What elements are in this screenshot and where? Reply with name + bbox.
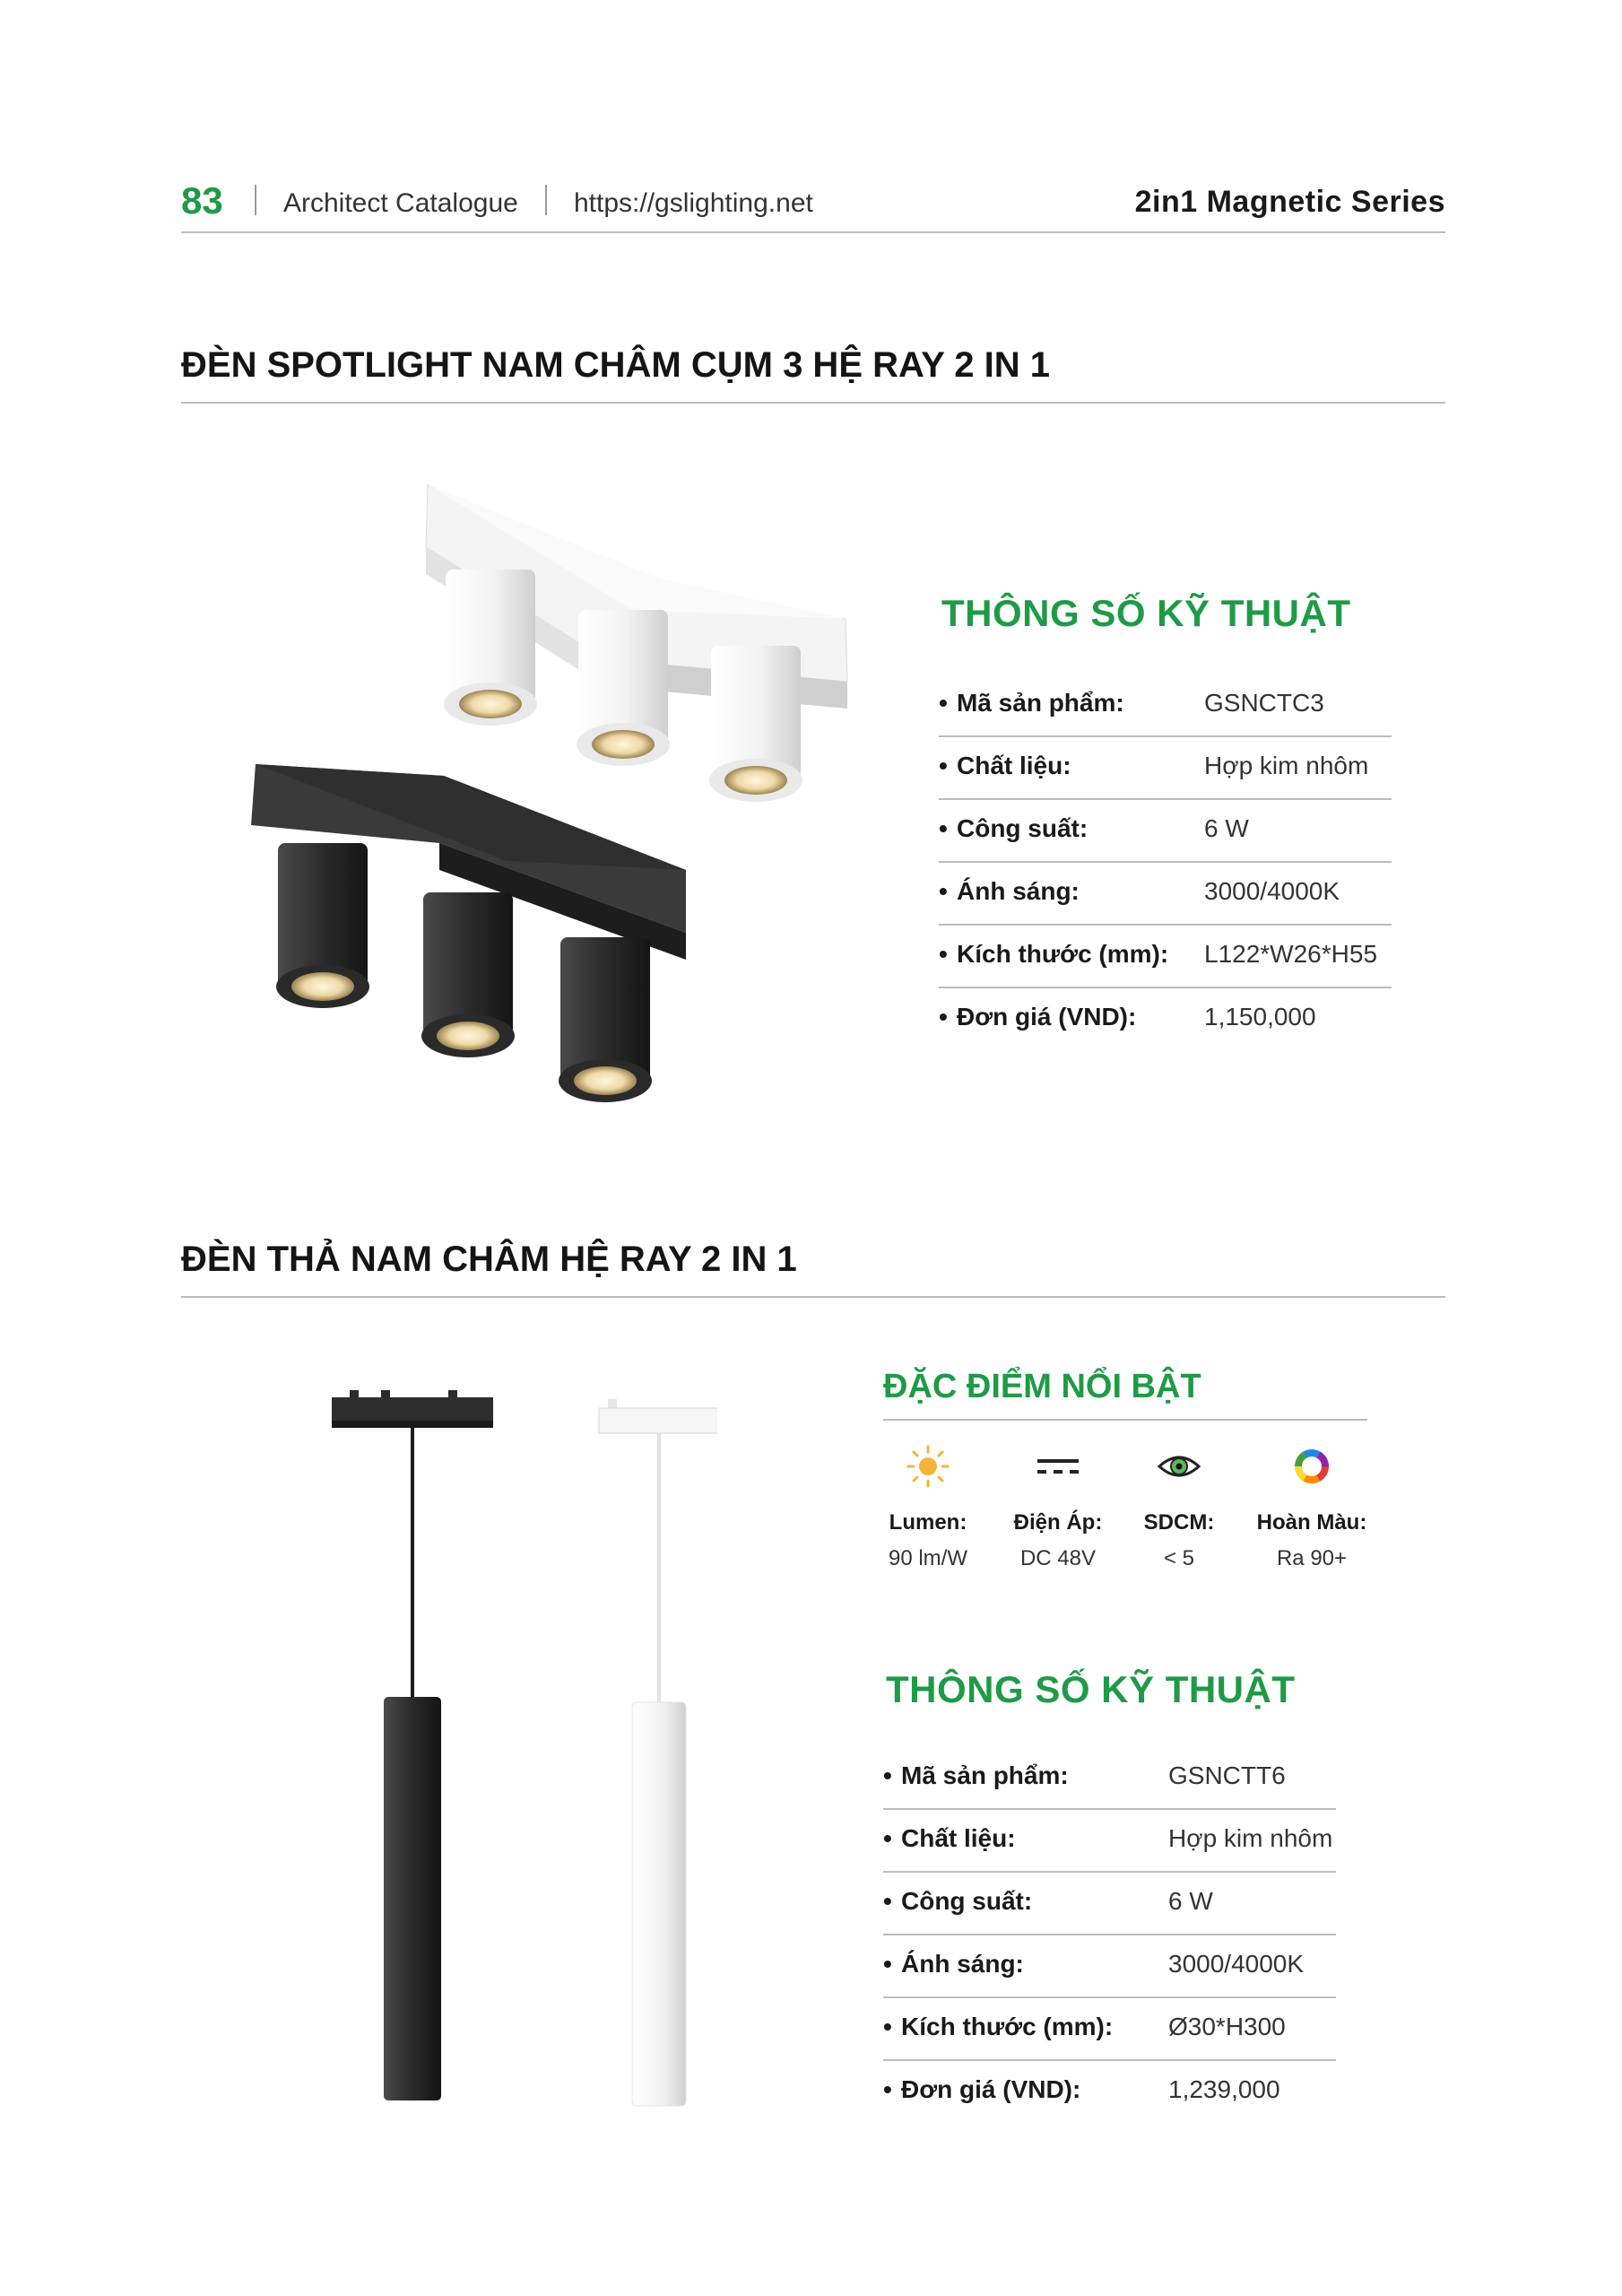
header-separator — [545, 185, 547, 215]
spec-row — [939, 800, 1392, 863]
spec-row — [883, 1873, 1336, 1935]
spec-value: L122*W26*H55 — [1204, 940, 1378, 968]
feature-label: Lumen: — [889, 1510, 967, 1535]
page-header — [181, 176, 1445, 233]
page-number: 83 — [181, 179, 223, 222]
spec-label: • Kích thước (mm): — [939, 940, 1168, 969]
product-2-title: ĐÈN THẢ NAM CHÂM HỆ RAY 2 IN 1 — [181, 1239, 1445, 1298]
feature-voltage — [991, 1444, 1125, 1571]
spec-label: • Công suất: — [883, 1887, 1032, 1916]
spec-row — [939, 863, 1392, 926]
spotlight-product-image — [238, 484, 865, 1112]
feature-label: SDCM: — [1143, 1510, 1215, 1535]
spec-label: • Ánh sáng: — [883, 1950, 1024, 1979]
spec-label: • Ánh sáng: — [939, 877, 1080, 906]
series-name: 2in1 Magnetic Series — [1134, 185, 1445, 219]
spec-row — [883, 1998, 1336, 2061]
spec-value: Hợp kim nhôm — [1204, 752, 1369, 779]
feature-value: < 5 — [1163, 1546, 1195, 1570]
product-1-spec-table — [939, 674, 1392, 1051]
feature-value: 90 lm/W — [888, 1546, 967, 1570]
spec-row — [883, 1810, 1336, 1873]
sun-icon — [906, 1444, 950, 1489]
dc-voltage-icon — [1036, 1444, 1080, 1489]
spec-label: • Mã sản phẩm: — [939, 689, 1124, 718]
feature-value: DC 48V — [1019, 1546, 1097, 1570]
product-2-spec-title: THÔNG SỐ KỸ THUẬT — [886, 1668, 1296, 1710]
spec-row — [939, 737, 1392, 800]
spec-label: • Đơn giá (VND): — [883, 2075, 1080, 2104]
spec-row — [883, 1747, 1336, 1810]
spec-label: • Kích thước (mm): — [883, 2013, 1113, 2041]
spec-value: 1,150,000 — [1204, 1003, 1316, 1031]
spec-value: GSNCTT6 — [1168, 1761, 1286, 1789]
feature-value: Ra 90+ — [1276, 1546, 1348, 1570]
feature-lumen — [861, 1444, 995, 1571]
spec-label: • Mã sản phẩm: — [883, 1761, 1069, 1790]
spec-value: GSNCTC3 — [1204, 689, 1324, 717]
spec-label: • Đơn giá (VND): — [939, 1003, 1136, 1031]
spec-value: 6 W — [1168, 1887, 1213, 1915]
spec-value: 1,239,000 — [1168, 2075, 1280, 2103]
spec-label: • Công suất: — [939, 814, 1088, 843]
features-title: ĐẶC ĐIỂM NỔI BẬT — [883, 1368, 1367, 1421]
spec-row — [883, 1935, 1336, 1998]
color-wheel-icon — [1289, 1444, 1334, 1489]
spec-row — [939, 674, 1392, 737]
spec-row — [883, 2061, 1336, 2124]
pendant-product-image — [323, 1381, 717, 2108]
product-1-spec-title: THÔNG SỐ KỸ THUẬT — [941, 592, 1351, 634]
feature-cri — [1245, 1444, 1379, 1571]
feature-sdcm — [1112, 1444, 1246, 1571]
catalogue-name: Architect Catalogue — [283, 188, 518, 218]
header-separator — [255, 185, 256, 215]
spec-value: Ø30*H300 — [1168, 2013, 1286, 2040]
product-2-spec-table — [883, 1747, 1336, 2124]
spec-value: 3000/4000K — [1204, 877, 1340, 905]
spec-row — [939, 988, 1392, 1051]
feature-label: Điện Áp: — [1013, 1510, 1103, 1535]
spec-value: 3000/4000K — [1168, 1950, 1305, 1978]
spec-label: • Chất liệu: — [939, 752, 1071, 780]
spec-value: 6 W — [1204, 814, 1249, 842]
product-1-title: ĐÈN SPOTLIGHT NAM CHÂM CỤM 3 HỆ RAY 2 IN 1 — [181, 345, 1445, 404]
eye-icon — [1157, 1444, 1201, 1489]
spec-value: Hợp kim nhôm — [1168, 1824, 1333, 1852]
spec-row — [939, 926, 1392, 988]
feature-label: Hoàn Màu: — [1256, 1510, 1367, 1535]
website-link[interactable]: https://gslighting.net — [574, 188, 813, 218]
spec-label: • Chất liệu: — [883, 1824, 1016, 1853]
